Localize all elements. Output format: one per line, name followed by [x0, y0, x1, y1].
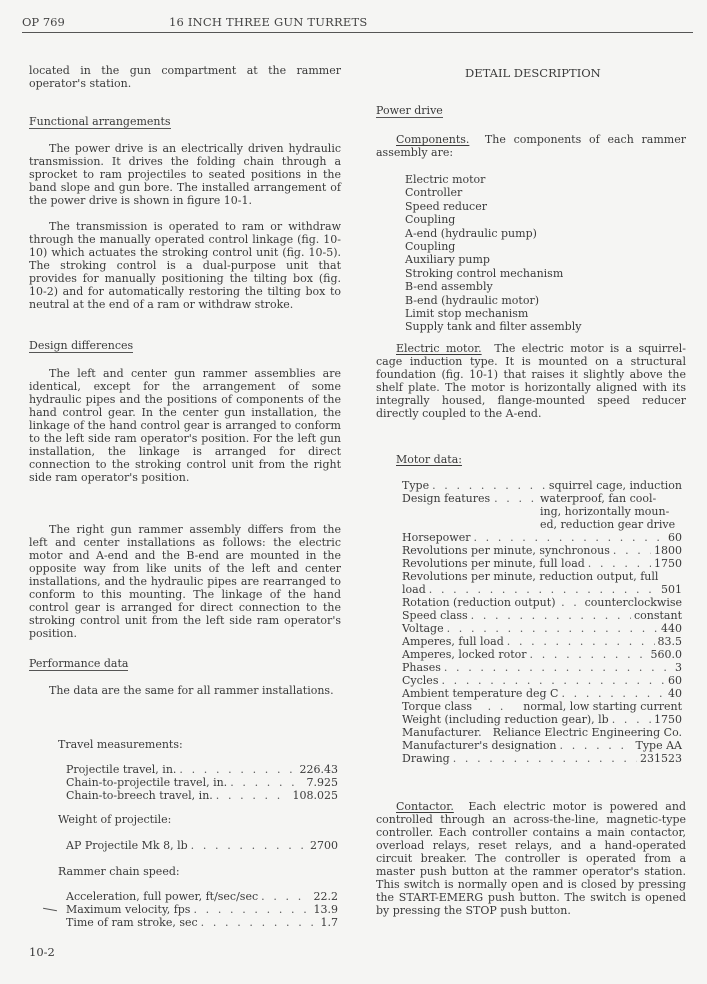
- section-title: DETAIL DESCRIPTION: [465, 66, 601, 80]
- group-label: Travel measurements:: [58, 738, 183, 751]
- table-row: Chain-to-breech travel, in. . . . 108.025: [66, 789, 338, 802]
- weight-table: [66, 839, 338, 852]
- table-row-cont: ing, horizontally moun-: [540, 505, 670, 518]
- paragraph: The power drive is an electrically driven hydraulic transmission. It drives the folding chain through a sprocket to ram projectiles to seated positions in the band slope and gun bore. The installed arrangement of the power drive is shown in figure 10-1.: [29, 142, 341, 207]
- paragraph: The data are the same for all rammer installations.: [49, 684, 334, 697]
- paragraph: Electric motor. The electric motor is a squirrel-cage induction type. It is mounted on a structural foundation (fig. 10-1) that raises it slightly above the shelf plate. The motor is horizontally aligned with its integrally housed, flange-mounted speed reducer directly coupled to the A-end.: [376, 342, 686, 420]
- components-lead: Components.: [396, 133, 470, 146]
- section-heading: Power drive: [376, 104, 443, 117]
- electric-motor-section: [376, 342, 686, 420]
- table-row: AP Projectile Mk 8, lb . . . 2700: [66, 839, 338, 852]
- design-section: [29, 339, 341, 640]
- table-row: Time of ram stroke, sec . . . 1.7: [66, 916, 338, 929]
- contactor-section: [376, 800, 686, 917]
- list-item: Speed reducer: [405, 199, 487, 213]
- table-row: Phases . . . 3: [402, 661, 682, 674]
- section-heading: Performance data: [29, 657, 129, 670]
- list-item: A-end (hydraulic pump): [405, 226, 537, 240]
- table-row: Revolutions per minute, full load . . . 1750: [402, 557, 682, 570]
- functional-section: [29, 115, 341, 311]
- list-item: Limit stop mechanism: [405, 307, 529, 321]
- pen-mark: [43, 908, 57, 911]
- table-row: Revolutions per minute, reduction output, full: [402, 570, 659, 583]
- intro-paragraph: located in the gun compartment at the rammer operator's station.: [29, 64, 341, 90]
- table-row: Amperes, locked rotor . . . 560.0: [402, 648, 682, 661]
- page-number: 10-2: [29, 945, 55, 959]
- table-row: Manufacturer. Reliance Electric Engineering Co.: [402, 726, 682, 739]
- table-row: Drawing . . . 231523: [402, 752, 682, 765]
- table-row: Voltage . . . 440: [402, 622, 682, 635]
- speed-table: [66, 890, 338, 929]
- list-item: B-end (hydraulic motor): [405, 293, 540, 307]
- table-row: Amperes, full load . . . 83.5: [402, 635, 682, 648]
- table-row: Rotation (reduction output) . . . counterclockwise: [402, 596, 682, 609]
- paragraph: The left and center gun rammer assemblies are identical, except for the arrangement of some hydraulic pipes and the positions of components of the hand control gear. In the center gun installation, the linkage of the hand control gear is arranged to conform to the left side ram operator's position. For the left gun installation, the linkage is arranged for direct connection to the stroking control unit from the right side ram operator's position.: [29, 367, 341, 484]
- table-row: Chain-to-projectile travel, in. . . . 7.925: [66, 776, 338, 789]
- table-row-cont: ed, reduction gear drive: [540, 518, 676, 531]
- running-title: 16 INCH THREE GUN TURRETS: [169, 15, 368, 29]
- power-drive-section: [376, 104, 686, 334]
- components-list: [405, 173, 686, 334]
- motor-data-table: [402, 479, 682, 765]
- table-row: Maximum velocity, fps . . . 13.9: [66, 903, 338, 916]
- contactor-lead: Contactor.: [396, 800, 454, 813]
- paragraph: Contactor. Each electric motor is powered and controlled through an across-the-line, magnetic-type controller. Each controller contains a main contactor, overload relays, reset relays, and a hand-operated circuit breaker. The controller is operated from a master push button at the rammer operator's station. This switch is normally open and is closed by pressing the START-EMERG push button. The switch is opened by pressing the STOP push button.: [376, 800, 686, 917]
- table-row: Cycles . . . 60: [402, 674, 682, 687]
- performance-section: [29, 657, 341, 697]
- list-item: Coupling: [405, 240, 456, 254]
- rammer-chain-speed: [58, 865, 338, 929]
- section-heading: Functional arrangements: [29, 115, 171, 128]
- table-row: Ambient temperature deg C . . . 40: [402, 687, 682, 700]
- list-item: Stroking control mechanism: [405, 266, 564, 280]
- table-row: Design features . . . waterproof, fan cool-: [402, 492, 682, 505]
- document-id: OP 769: [22, 15, 65, 29]
- paragraph: The right gun rammer assembly differs from the left and center installations as follows: the electric motor and A-end and the B-end are mounted in the opposite way from like units of the left and center installations, and the hydraulic pipes are rearranged to conform to this mounting. The linkage of the hand control gear is arranged for direct connection to the stroking control unit from the left side ram operator's position.: [29, 523, 341, 640]
- group-label: Rammer chain speed:: [58, 865, 180, 878]
- list-item: Controller: [405, 186, 463, 200]
- components-paragraph: Components. The components of each rammer assembly are:: [376, 133, 686, 159]
- paragraph: The transmission is operated to ram or withdraw through the manually operated control linkage (fig. 10-10) which actuates the stroking control unit (fig. 10-5). The stroking control is a dual-purpose unit that provides for manually positioning the tilting box (fig. 10-2) and for automatically restoring the tilting box to neutral at the end of a ram or withdraw stroke.: [29, 220, 341, 311]
- table-row: Horsepower . . . 60: [402, 531, 682, 544]
- list-item: Supply tank and filter assembly: [405, 320, 582, 334]
- section-heading: Design differences: [29, 339, 134, 352]
- list-item: Coupling: [405, 213, 456, 227]
- table-row: load . . . 501: [402, 583, 682, 596]
- list-item: B-end assembly: [405, 280, 493, 294]
- list-item: Electric motor: [405, 173, 486, 186]
- projectile-weight: [58, 813, 338, 852]
- table-row: Acceleration, full power, ft/sec/sec . . . 22.2: [66, 890, 338, 903]
- electric-motor-lead: Electric motor.: [396, 342, 482, 355]
- table-row: Speed class . . . constant: [402, 609, 682, 622]
- list-item: Auxiliary pump: [405, 253, 490, 267]
- table-row: Manufacturer's designation . . . Type AA: [402, 739, 682, 752]
- table-row: Type . . . squirrel cage, induction: [402, 479, 682, 492]
- group-label: Weight of projectile:: [58, 813, 172, 826]
- page-header: [22, 14, 693, 33]
- travel-measurements: [58, 738, 338, 802]
- travel-table: [66, 763, 338, 802]
- table-row: Revolutions per minute, synchronous . . . 1800: [402, 544, 682, 557]
- table-row: Torque class . . . normal, low starting current: [402, 700, 682, 713]
- motor-data-heading: Motor data:: [396, 453, 462, 466]
- table-row: Weight (including reduction gear), lb . . . 1750: [402, 713, 682, 726]
- table-row: Projectile travel, in. . . . 226.43: [66, 763, 338, 776]
